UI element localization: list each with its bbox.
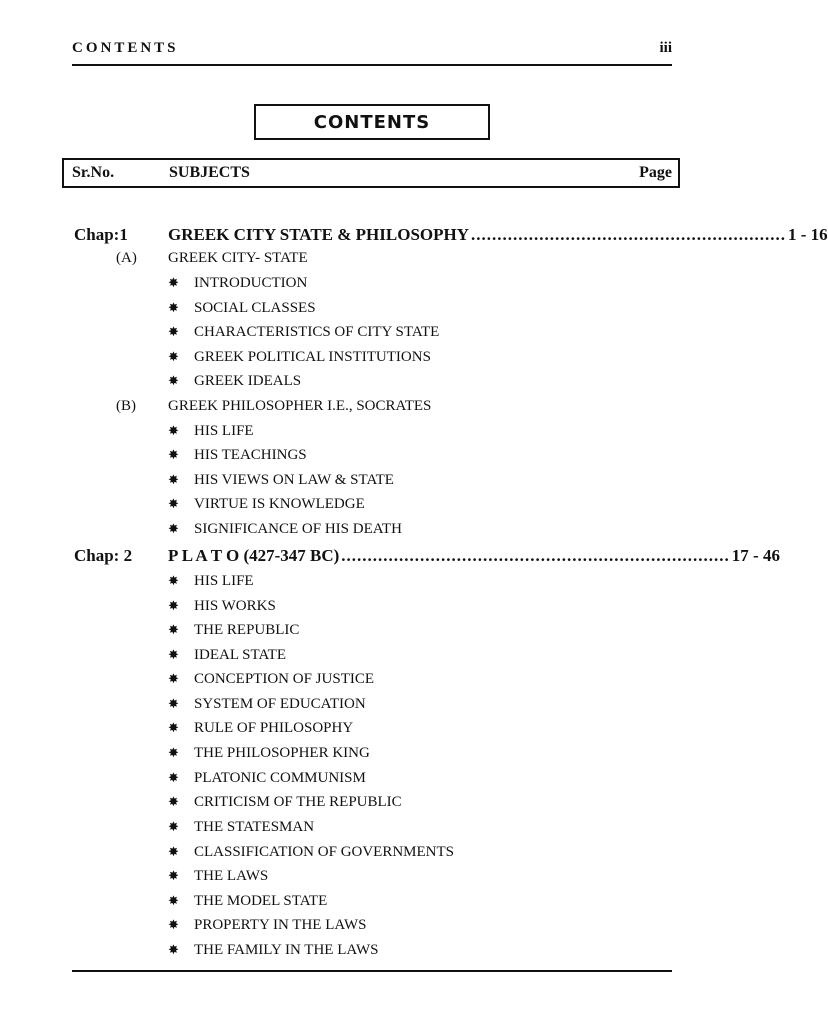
list-item <box>168 868 268 885</box>
list-item-text: SYSTEM OF EDUCATION <box>194 696 366 712</box>
list-item-text: THE REPUBLIC <box>194 622 300 638</box>
list-item-text: GREEK IDEALS <box>194 373 302 389</box>
chapter-label: Chap:1 <box>74 225 128 244</box>
list-item-text: THE LAWS <box>194 868 269 884</box>
list-item <box>168 819 314 836</box>
asterisk-bullet-icon: ✸ <box>168 771 179 786</box>
contents-title: CONTENTS <box>313 111 431 133</box>
running-header <box>72 40 672 66</box>
chapter-title: GREEK CITY STATE & PHILOSOPHY <box>168 225 470 244</box>
section-label: (A) <box>116 250 137 266</box>
asterisk-bullet-icon: ✸ <box>168 869 179 884</box>
asterisk-bullet-icon: ✸ <box>168 918 179 933</box>
list-item <box>168 521 402 538</box>
list-item <box>168 496 365 513</box>
asterisk-bullet-icon: ✸ <box>168 424 179 439</box>
list-item <box>168 598 276 615</box>
list-item <box>168 472 394 489</box>
list-item-text: PROPERTY IN THE LAWS <box>194 917 367 933</box>
asterisk-bullet-icon: ✸ <box>168 325 179 340</box>
list-item-text: HIS TEACHINGS <box>194 447 307 463</box>
asterisk-bullet-icon: ✸ <box>168 473 179 488</box>
list-item-text: GREEK POLITICAL INSTITUTIONS <box>194 349 431 365</box>
list-item-text: HIS LIFE <box>194 423 254 439</box>
page-number: iii <box>659 40 672 56</box>
list-item-text: VIRTUE IS KNOWLEDGE <box>194 496 365 512</box>
dot-leader: .......................................................................... <box>341 546 730 565</box>
chapter-label: Chap: 2 <box>74 546 133 565</box>
list-item <box>168 720 353 737</box>
list-item <box>168 300 316 317</box>
asterisk-bullet-icon: ✸ <box>168 746 179 761</box>
chapter-title-row <box>168 225 828 245</box>
list-item <box>168 942 379 959</box>
list-item-text: PLATONIC COMMUNISM <box>194 770 366 786</box>
bottom-rule <box>72 970 672 972</box>
list-item-text: THE PHILOSOPHER KING <box>194 745 370 761</box>
list-item <box>168 349 431 366</box>
list-item <box>168 573 254 590</box>
list-item-text: SIGNIFICANCE OF HIS DEATH <box>194 521 402 537</box>
list-item <box>168 844 454 861</box>
asterisk-bullet-icon: ✸ <box>168 672 179 687</box>
list-item-text: CONCEPTION OF JUSTICE <box>194 671 375 687</box>
asterisk-bullet-icon: ✸ <box>168 820 179 835</box>
section-title: GREEK PHILOSOPHER I.E., SOCRATES <box>168 398 432 414</box>
asterisk-bullet-icon: ✸ <box>168 448 179 463</box>
list-item <box>168 770 366 787</box>
section-label: (B) <box>116 398 136 414</box>
column-page: Page <box>639 164 672 181</box>
chapter-pages: 17 - 46 <box>731 546 780 565</box>
list-item <box>168 275 307 292</box>
list-item <box>168 794 402 811</box>
list-item-text: HIS WORKS <box>194 598 276 614</box>
list-item-text: HIS VIEWS ON LAW & STATE <box>194 472 394 488</box>
chapter-title-row <box>168 546 780 566</box>
asterisk-bullet-icon: ✸ <box>168 648 179 663</box>
list-item <box>168 745 370 762</box>
list-item <box>168 373 301 390</box>
section-title: GREEK CITY- STATE <box>168 250 308 266</box>
asterisk-bullet-icon: ✸ <box>168 894 179 909</box>
list-item-text: HIS LIFE <box>194 573 254 589</box>
list-item <box>168 696 366 713</box>
list-item-text: INTRODUCTION <box>194 275 308 291</box>
list-item <box>168 447 307 464</box>
asterisk-bullet-icon: ✸ <box>168 697 179 712</box>
list-item <box>168 324 439 341</box>
list-item <box>168 917 367 934</box>
list-item <box>168 423 254 440</box>
column-header <box>62 158 680 188</box>
asterisk-bullet-icon: ✸ <box>168 301 179 316</box>
running-header-title: CONTENTS <box>72 40 179 56</box>
list-item-text: CHARACTERISTICS OF CITY STATE <box>194 324 440 340</box>
contents-title-box <box>254 104 490 140</box>
list-item <box>168 671 374 688</box>
asterisk-bullet-icon: ✸ <box>168 943 179 958</box>
column-sr-no: Sr.No. <box>72 164 115 181</box>
asterisk-bullet-icon: ✸ <box>168 374 179 389</box>
asterisk-bullet-icon: ✸ <box>168 795 179 810</box>
chapter-title: P L A T O (427-347 BC) <box>168 546 340 565</box>
asterisk-bullet-icon: ✸ <box>168 497 179 512</box>
asterisk-bullet-icon: ✸ <box>168 574 179 589</box>
list-item-text: CRITICISM OF THE REPUBLIC <box>194 794 402 810</box>
asterisk-bullet-icon: ✸ <box>168 623 179 638</box>
list-item-text: THE FAMILY IN THE LAWS <box>194 942 379 958</box>
asterisk-bullet-icon: ✸ <box>168 350 179 365</box>
list-item-text: IDEAL STATE <box>194 647 286 663</box>
list-item-text: CLASSIFICATION OF GOVERNMENTS <box>194 844 455 860</box>
asterisk-bullet-icon: ✸ <box>168 276 179 291</box>
chapter-pages: 1 - 16 <box>788 225 828 244</box>
list-item-text: THE MODEL STATE <box>194 893 328 909</box>
list-item-text: THE STATESMAN <box>194 819 315 835</box>
asterisk-bullet-icon: ✸ <box>168 845 179 860</box>
list-item <box>168 893 327 910</box>
column-subjects: SUBJECTS <box>169 164 250 181</box>
asterisk-bullet-icon: ✸ <box>168 599 179 614</box>
asterisk-bullet-icon: ✸ <box>168 721 179 736</box>
dot-leader: ............................................................ <box>471 225 787 244</box>
list-item-text: RULE OF PHILOSOPHY <box>194 720 354 736</box>
asterisk-bullet-icon: ✸ <box>168 522 179 537</box>
list-item-text: SOCIAL CLASSES <box>194 300 316 316</box>
list-item <box>168 622 299 639</box>
list-item <box>168 647 286 664</box>
